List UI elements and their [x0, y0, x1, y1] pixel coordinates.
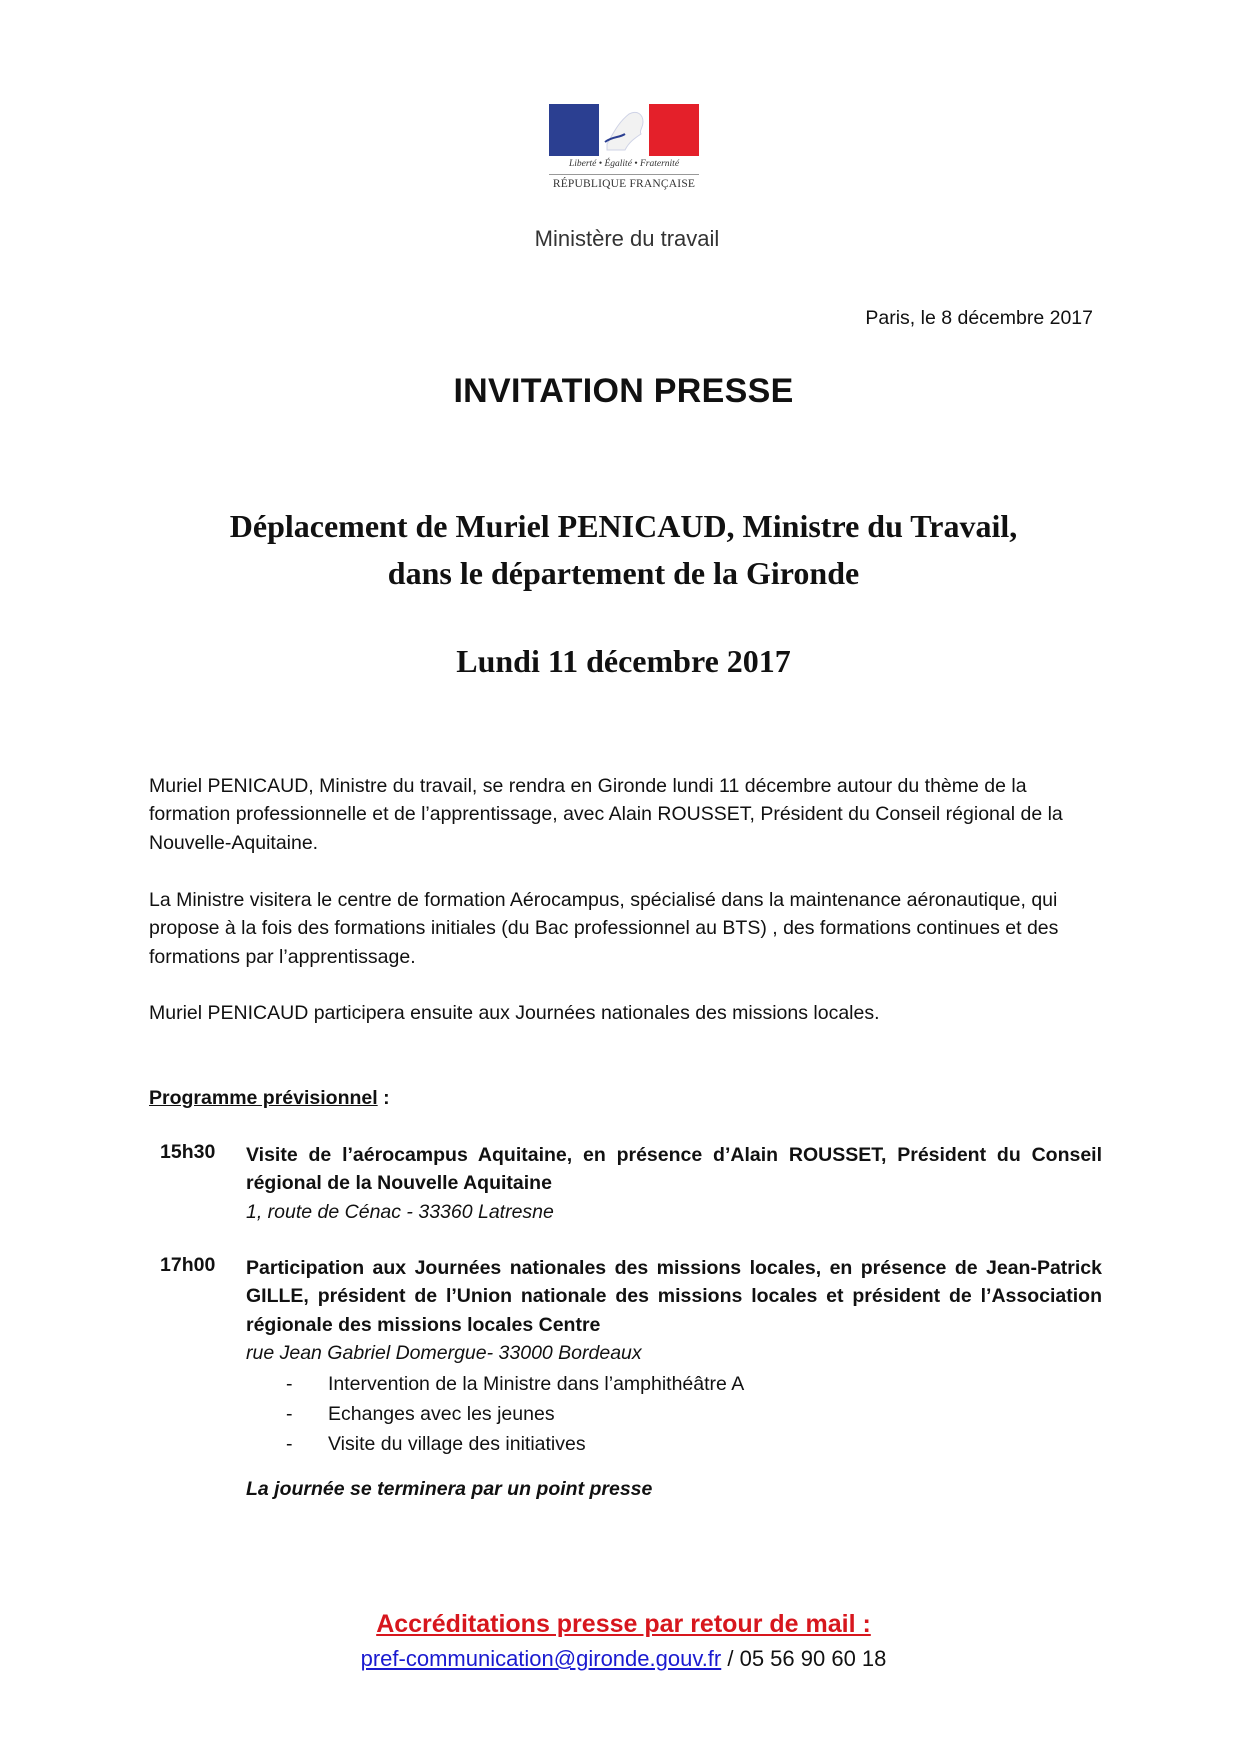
- event-address: 1, route de Cénac - 33360 Latresne: [246, 1200, 554, 1223]
- list-item-text: Visite du village des initiatives: [328, 1433, 586, 1455]
- list-item: [246, 1369, 744, 1399]
- programme-title: [149, 1087, 390, 1110]
- accreditation-text: Accréditations presse par retour de mail :: [376, 1610, 871, 1638]
- paragraph-aerocampus: La Ministre visitera le centre de formation Aérocampus, spécialisé dans la maintenance aéronautique, qui propose à la fois des formations initiales (du Bac professionnel au BTS) , des formations continues et des formations par l’apprentissage.: [149, 889, 1059, 968]
- republic-name: RÉPUBLIQUE FRANÇAISE: [549, 174, 699, 190]
- event-time: 17h00: [160, 1254, 216, 1276]
- headline-line-1: Déplacement de Muriel PENICAUD, Ministre du Travail,: [229, 508, 1018, 544]
- programme-title-suffix: :: [377, 1087, 390, 1109]
- closing-note: La journée se terminera par un point presse: [246, 1478, 653, 1500]
- phone-number: 05 56 90 60 18: [739, 1646, 887, 1671]
- list-item-text: Echanges avec les jeunes: [328, 1403, 555, 1425]
- bullet-dash: -: [286, 1403, 293, 1425]
- bullet-dash: -: [286, 1433, 293, 1455]
- separator: /: [721, 1646, 740, 1671]
- event-description: Participation aux Journées nationales des missions locales, en présence de Jean-Patrick GILLE, président de l’Union nationale des missions locales et président de l’Association régionale des missions locales Centre: [246, 1257, 1102, 1336]
- republic-motto: Liberté • Égalité • Fraternité: [568, 159, 680, 169]
- headline: [0, 503, 1239, 597]
- paragraph-intro: Muriel PENICAUD, Ministre du travail, se rendra en Gironde lundi 11 décembre autour du thème de la formation professionnelle et de l’apprentissage, avec Alain ROUSSET, Président du Conseil régional de la Nouvelle-Aquitaine.: [149, 775, 1063, 854]
- republique-francaise-logo: [549, 104, 699, 192]
- document-title: INVITATION PRESSE: [453, 372, 794, 410]
- event-date: Lundi 11 décembre 2017: [456, 643, 791, 679]
- list-item-text: Intervention de la Ministre dans l’amphithéâtre A: [328, 1373, 745, 1395]
- programme-title-text: Programme prévisionnel: [149, 1087, 378, 1109]
- event-description: Visite de l’aérocampus Aquitaine, en présence d’Alain ROUSSET, Président du Conseil régional de la Nouvelle Aquitaine: [246, 1144, 1102, 1195]
- contact-line: [0, 1646, 1239, 1672]
- event-time: 15h30: [160, 1141, 216, 1163]
- event-address: rue Jean Gabriel Domergue- 33000 Bordeaux: [246, 1341, 642, 1364]
- email-link[interactable]: pref-communication@gironde.gouv.fr: [360, 1646, 722, 1671]
- list-item: [246, 1399, 555, 1429]
- marianne-flag-icon: [549, 104, 699, 156]
- document-date: Paris, le 8 décembre 2017: [865, 307, 1093, 329]
- accreditation-heading: [0, 1610, 1239, 1639]
- programme-event: [246, 1141, 1102, 1226]
- bullet-dash: -: [286, 1373, 293, 1395]
- list-item: [246, 1429, 586, 1459]
- paragraph-missions-locales: Muriel PENICAUD participera ensuite aux Journées nationales des missions locales.: [149, 1002, 880, 1024]
- headline-line-2: dans le département de la Gironde: [387, 555, 860, 591]
- ministry-name: Ministère du travail: [534, 226, 720, 251]
- programme-event: [246, 1254, 1102, 1367]
